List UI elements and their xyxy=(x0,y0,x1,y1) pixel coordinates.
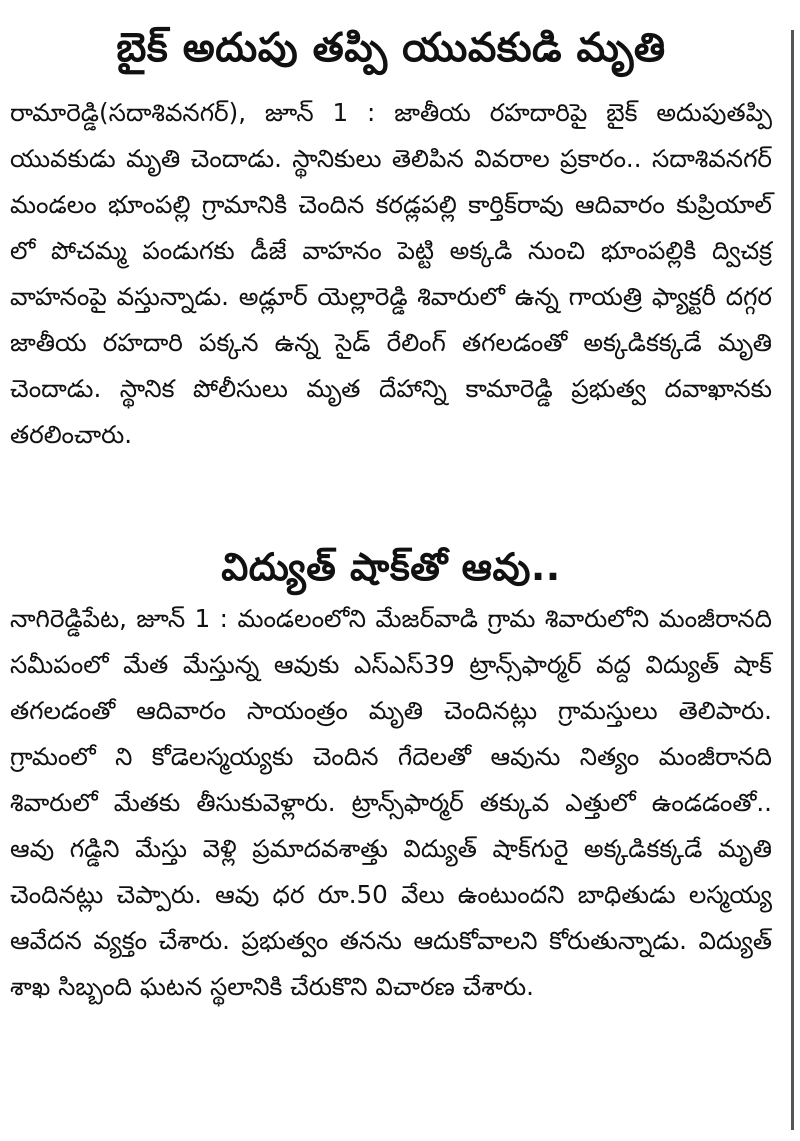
news-article-cow-electrocution xyxy=(10,538,772,1010)
article-dateline: నాగిరెడ్డిపేట, జూన్ 1 : xyxy=(10,604,228,633)
column-rule xyxy=(791,30,794,1130)
article-headline: విద్యుత్ షాక్‌తో ఆవు.. xyxy=(221,545,561,589)
article-body xyxy=(10,90,772,458)
news-article-bike-accident xyxy=(10,6,772,458)
article-dateline: రామారెడ్డి(సదాశివనగర్), జూన్ 1 : xyxy=(10,98,376,127)
article-text: మండలంలోని మేజర్‌వాడి గ్రామ శివారులోని మంజీరానది సమీపంలో మేత మేస్తున్న ఆవుకు ఎస్‌ఎస్39 ట్రాన్స్‌ఫార్మర్ వద్ద విద్యుత్ షాక్ తగలడంతో ఆదివారం సాయంత్రం మృతి చెందినట్లు గ్రామస్తులు తెలిపారు. గ్రామంలో ని కోడెలస్మయ్యకు చెందిన గేదెలతో ఆవును నిత్యం మంజీరానది శివారులో మేతకు తీసుకువెళ్లారు. ట్రాన్స్‌ఫార్మర్ తక్కువ ఎత్తులో ఉండడంతో.. ఆవు గడ్డిని మేస్తు వెళ్లి ప్రమాదవశాత్తు విద్యుత్ షాక్‌గురై అక్కడికక్కడే మృతి చెందినట్లు చెప్పారు. ఆవు ధర రూ.50 వేలు ఉంటుందని బాధితుడు లస్మయ్య ఆవేదన వ్యక్తం చేశారు. ప్రభుత్వం తనను ఆదుకోవాలని కోరుతున్నాడు. విద్యుత్ శాఖ సిబ్బంది ఘటన స్థలానికి చేరుకొని విచారణ చేశారు. xyxy=(10,604,773,1001)
article-headline: బైక్ అదుపు తప్పి యువకుడి మృతి xyxy=(116,25,666,71)
article-body xyxy=(10,596,772,1010)
article-text: జాతీయ రహదారిపై బైక్ అదుపుతప్పి యువకుడు మృతి చెందాడు. స్థానికులు తెలిపిన వివరాల ప్రకారం.. సదాశివనగర్ మండలం భూంపల్లి గ్రామానికి చెందిన కరడ్లపల్లి కార్తిక్‌రావు ఆదివారం కుప్రియాల్ లో పోచమ్మ పండుగకు డీజే వాహనం పెట్టి అక్కడి నుంచి భూంపల్లికి ద్విచక్ర వాహనంపై వస్తున్నాడు. అడ్లూర్ యెల్లారెడ్డి శివారులో ఉన్న గాయత్రి ఫ్యాక్టరీ దగ్గర జాతీయ రహదారి పక్కన ఉన్న సైడ్ రేలింగ్ తగలడంతో అక్కడికక్కడే మృతి చెందాడు. స్థానిక పోలీసులు మృత దేహాన్ని కామారెడ్డి ప్రభుత్వ దవాఖానకు తరలించారు. xyxy=(10,98,772,449)
